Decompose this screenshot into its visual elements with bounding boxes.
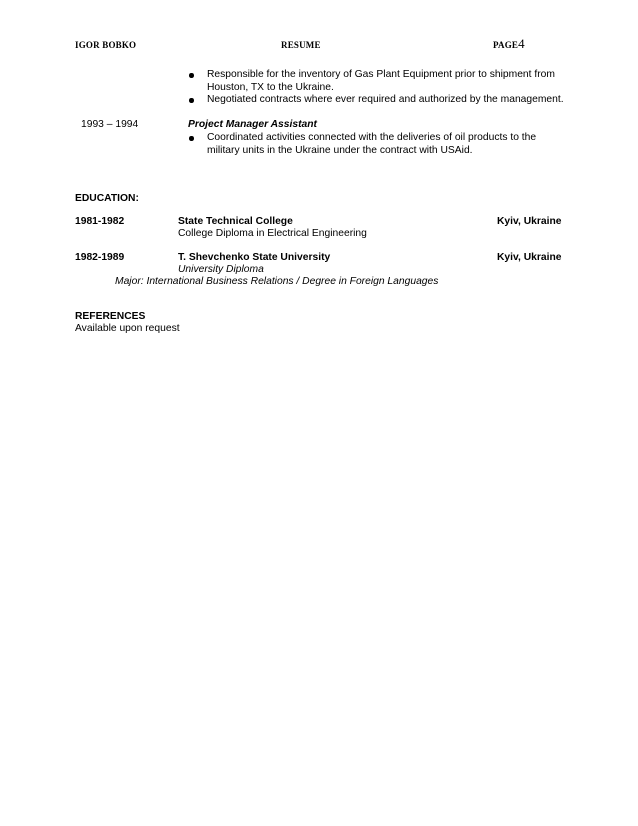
bullet-icon: [189, 73, 194, 78]
education-location: Kyiv, Ukraine: [497, 252, 562, 263]
education-school: T. Shevchenko State University: [178, 252, 331, 263]
experience-bullet-text: Houston, TX to the Ukraine.: [207, 82, 334, 93]
header-title: RESUME: [281, 40, 321, 50]
experience-dates: 1993 – 1994: [81, 119, 139, 130]
header-name: IGOR BOBKO: [75, 40, 137, 50]
references-text: Available upon request: [75, 323, 180, 334]
header-page: [493, 36, 525, 52]
bullet-icon: [189, 136, 194, 141]
education-heading: EDUCATION:: [75, 193, 139, 204]
experience-bullet-text: Negotiated contracts where ever required and authorized by the management.: [207, 94, 564, 105]
education-major: Major: International Business Relations / Degree in Foreign Languages: [115, 276, 439, 287]
experience-bullet-text: military units in the Ukraine under the contract with USAid.: [207, 145, 473, 156]
education-dates: 1982-1989: [75, 252, 125, 263]
bullet-icon: [189, 98, 194, 103]
education-detail: University Diploma: [178, 264, 264, 275]
education-location: Kyiv, Ukraine: [497, 216, 562, 227]
references-heading: REFERENCES: [75, 311, 146, 322]
education-dates: 1981-1982: [75, 216, 125, 227]
experience-bullet-text: Coordinated activities connected with the deliveries of oil products to the: [207, 132, 537, 143]
experience-position: Project Manager Assistant: [188, 119, 317, 130]
education-school: State Technical College: [178, 216, 293, 227]
header-page-label: PAGE: [493, 40, 519, 50]
header-page-number: 4: [518, 36, 525, 51]
education-detail: College Diploma in Electrical Engineering: [178, 228, 367, 239]
experience-bullet-text: Responsible for the inventory of Gas Plant Equipment prior to shipment from: [207, 69, 555, 80]
